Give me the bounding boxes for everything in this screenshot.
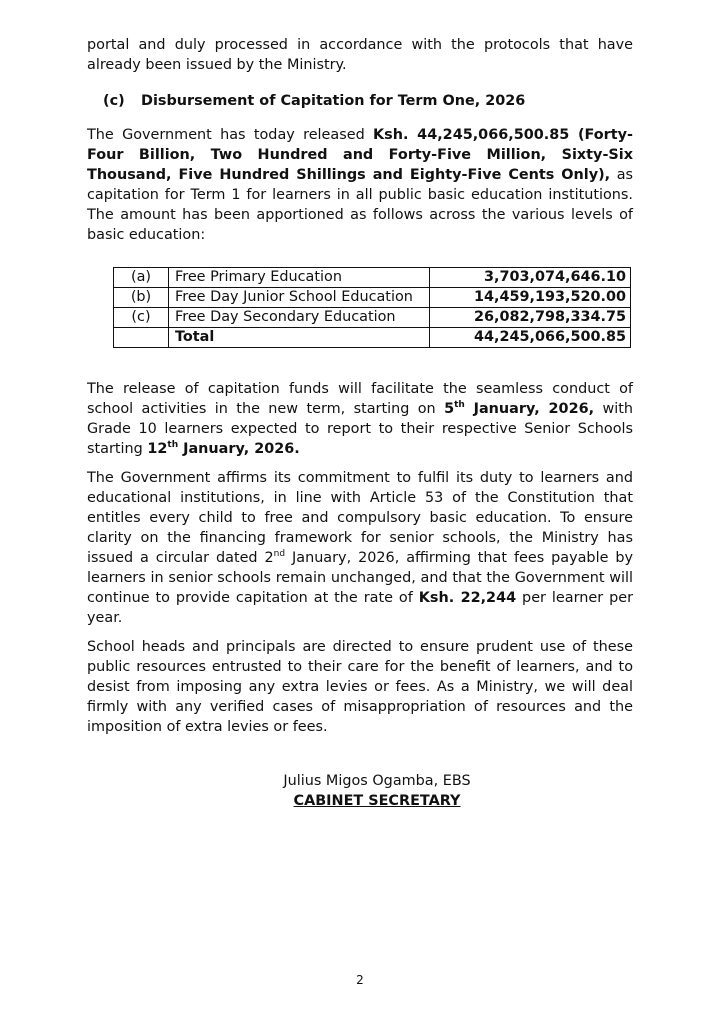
release-date-1-rest: January, 2026,	[464, 401, 595, 417]
release-date-2	[147, 441, 299, 457]
document-page	[87, 35, 633, 811]
total-label: Total	[169, 328, 430, 348]
intro-text-2: as capitation for Term 1 for learners in all public basic education institutions. The amount has been apportioned as follows across the various levels of basic education:	[87, 167, 634, 243]
total-amount: 44,245,066,500.85	[430, 328, 631, 348]
continuation-paragraph: portal and duly processed in accordance with the protocols that have already been issued by the Ministry.	[87, 37, 633, 73]
section-number: (c)	[103, 93, 125, 109]
commitment-text-1: The Government affirms its commitment to fulfil its duty to learners and educational institutions, in line with Article 53 of the Constitution that entitles every child to free and compulsory basic education. To ensure clarity on the financing framework for senior schools, the Ministry has issued a circular dated	[87, 470, 633, 566]
release-date-2-suffix: th	[167, 440, 179, 451]
circular-date-day: 2	[264, 550, 274, 566]
release-paragraph	[87, 379, 633, 459]
release-date-1	[444, 401, 594, 417]
release-date-1-suffix: th	[454, 400, 465, 411]
commitment-paragraph	[87, 468, 633, 628]
table-row	[114, 288, 631, 308]
directive-paragraph: School heads and principals are directed to ensure prudent use of these public resources entrusted to their care for the benefit of learners, and to desist from imposing any extra levies or fees. As a Ministry, we will deal firmly with any verified cases of misappropriation of resources and the imposition of extra levies or fees.	[87, 639, 633, 735]
intro-text-1: The Government has today released	[87, 127, 374, 143]
row-label: Free Day Secondary Education	[169, 308, 430, 328]
row-letter: (c)	[114, 308, 169, 328]
row-amount: 14,459,193,520.00	[430, 288, 631, 308]
row-amount: 26,082,798,334.75	[430, 308, 631, 328]
release-text-2: with Grade 10 learners expected to report to their respective Senior Schools starting	[87, 401, 633, 457]
release-text-1: The release of capitation funds will facilitate the seamless conduct of school activities in the new term, starting on	[87, 381, 633, 417]
section-title: Disbursement of Capitation for Term One, 2026	[141, 93, 526, 109]
section-heading	[87, 91, 633, 111]
circular-date-suffix: nd	[273, 549, 286, 560]
release-date-2-rest: January, 2026.	[178, 441, 300, 457]
table-total-row	[114, 328, 631, 348]
release-date-2-day: 12	[147, 441, 168, 457]
capitation-table	[113, 267, 631, 348]
release-date-1-day: 5	[444, 401, 455, 417]
commitment-text-2: January, 2026, affirming that fees payable by learners in senior schools remain unchanged, and that the Government will continue to provide capitation at the rate of	[87, 550, 633, 606]
table-row	[114, 308, 631, 328]
table-row	[114, 268, 631, 288]
row-label: Free Day Junior School Education	[169, 288, 430, 308]
capitation-rate: Ksh. 22,244	[418, 590, 517, 606]
row-amount: 3,703,074,646.10	[430, 268, 631, 288]
total-letter-cell	[114, 328, 169, 348]
intro-amount: Ksh. 44,245,066,500.85 (Forty-Four Billion, Two Hundred and Forty-Five Million, Sixty-Six Thousand, Five Hundred Shillings and Eighty-Five Cents Only),	[87, 127, 634, 183]
commitment-text-3: per learner per year.	[87, 590, 633, 626]
signature-block	[87, 771, 633, 811]
page-number: 2	[356, 973, 364, 987]
signatory-name: Julius Migos Ogamba, EBS	[283, 773, 471, 789]
signatory-title: CABINET SECRETARY	[293, 793, 461, 809]
row-letter: (b)	[114, 288, 169, 308]
intro-paragraph	[87, 125, 633, 245]
row-label: Free Primary Education	[169, 268, 430, 288]
row-letter: (a)	[114, 268, 169, 288]
